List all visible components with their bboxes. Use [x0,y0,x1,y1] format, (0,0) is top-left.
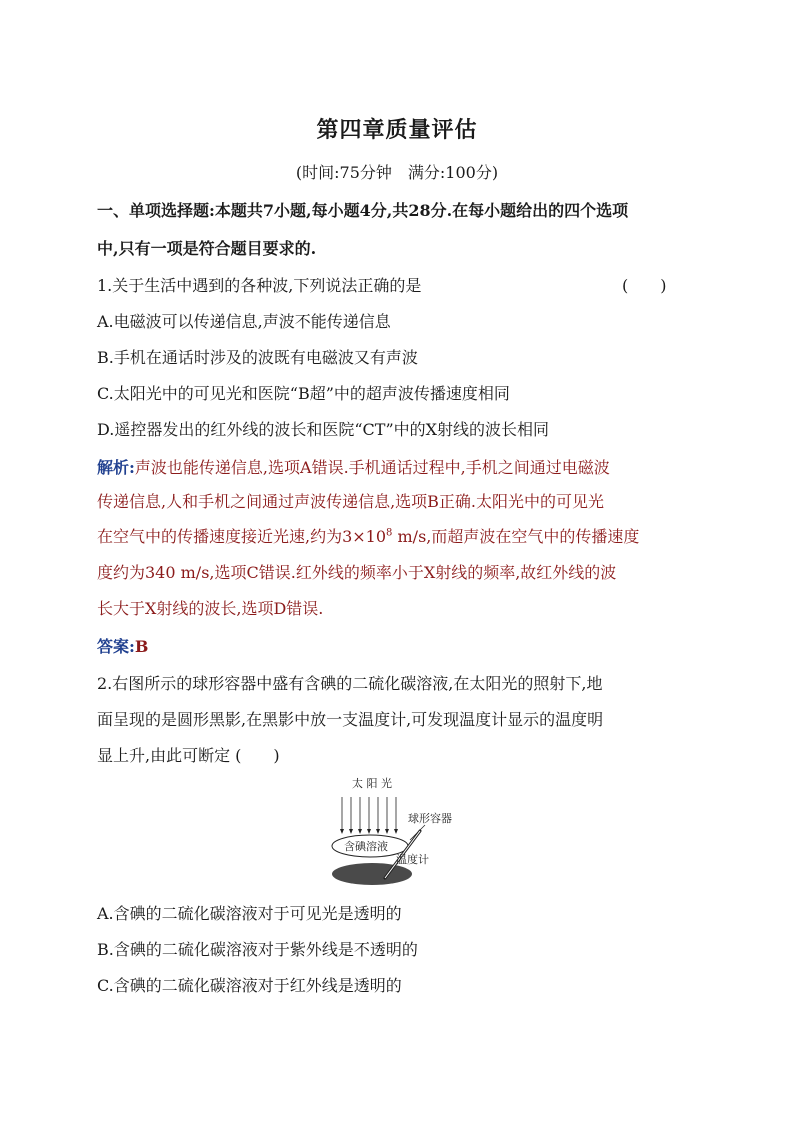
q2-option-c: C.含碘的二硫化碳溶液对于红外线是透明的 [97,976,402,995]
question-1-text: 1.关于生活中遇到的各种波,下列说法正确的是 [97,276,422,295]
page-title: 第四章质量评估 [316,117,478,143]
q1-option-a: A.电磁波可以传递信息,声波不能传递信息 [97,312,391,331]
sunlight-diagram [330,775,465,890]
q1-option-d: D.遥控器发出的红外线的波长和医院“CT”中的X射线的波长相同 [97,420,550,439]
q1-option-c: C.太阳光中的可见光和医院“B超”中的超声波传播速度相同 [97,384,510,403]
exam-info: (时间:75分钟 满分:100分) [295,163,499,182]
answer-value: B [134,637,149,656]
label-solution: 含碘溶液 [344,840,388,853]
sun-rays [342,797,396,832]
ray-arrowheads [340,829,398,834]
analysis-text-3b: m/s,而超声波在空气中的传播速度 [392,527,640,546]
analysis-line-3 [97,524,702,547]
exponent: 8 [386,527,393,539]
analysis-text-3a: 在空气中的传播速度接近光速,约为3×10 [97,527,387,546]
question-2-line-2: 面呈现的是圆形黑影,在黑影中放一支温度计,可发现温度计显示的温度明 [97,710,604,729]
analysis-line-2: 传递信息,人和手机之间通过声波传递信息,选项B正确.太阳光中的可见光 [97,492,605,511]
analysis-line-4: 度约为340 m/s,选项C错误.红外线的频率小于X射线的频率,故红外线的波 [97,563,617,582]
answer-label: 答案: [97,637,135,656]
answer-blank: ( ) [622,276,667,295]
question-2-line-3: 显上升,由此可断定 ( ) [97,746,280,765]
answer-line [97,634,702,657]
question-1-stem [97,273,702,296]
q2-option-a: A.含碘的二硫化碳溶液对于可见光是透明的 [97,904,402,923]
q2-option-b: B.含碘的二硫化碳溶液对于紫外线是不透明的 [97,940,418,959]
question-2-line-1: 2.右图所示的球形容器中盛有含碘的二硫化碳溶液,在太阳光的照射下,地 [97,674,603,693]
label-sunlight: 太 阳 光 [352,777,392,790]
section-heading-line-2: 中,只有一项是符合题目要求的. [97,239,317,258]
q1-option-b: B.手机在通话时涉及的波既有电磁波又有声波 [97,348,418,367]
analysis-label: 解析: [97,458,135,477]
label-thermometer: 温度计 [396,853,429,866]
analysis-line-1 [97,455,702,478]
section-heading-line-1: 一、单项选择题:本题共7小题,每小题4分,共28分.在每小题给出的四个选项 [97,201,629,220]
label-container: 球形容器 [408,812,452,825]
analysis-line-5: 长大于X射线的波长,选项D错误. [97,599,324,618]
analysis-text-1: 声波也能传递信息,选项A错误.手机通话过程中,手机之间通过电磁波 [134,458,610,477]
black-shadow [332,863,412,885]
